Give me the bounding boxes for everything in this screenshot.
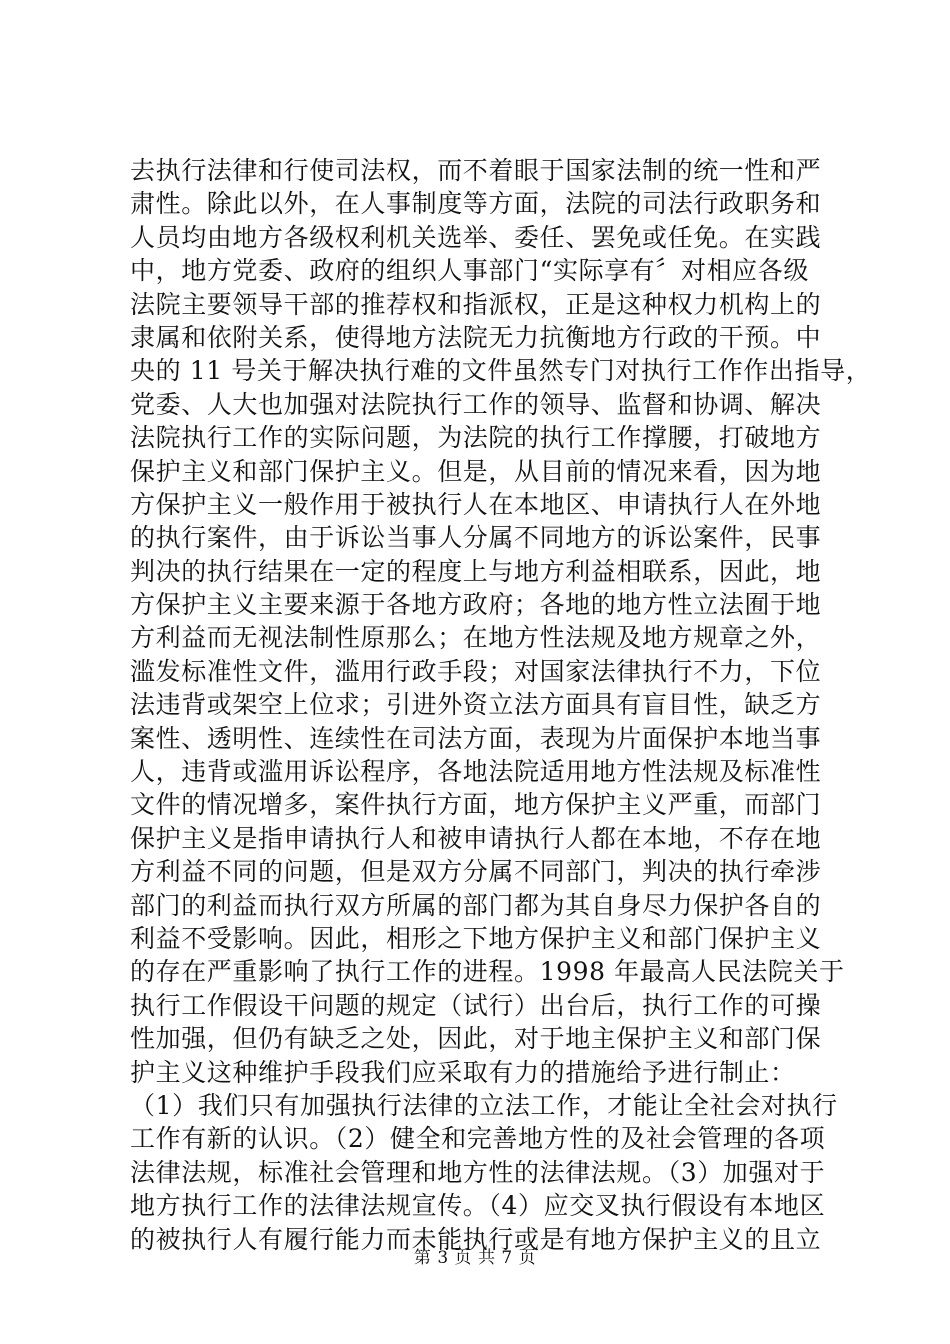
text-line: 人，违背或滥用诉讼程序，各地法院适用地方性法规及标准性: [130, 757, 822, 787]
text-line: 案性、透明性、连续性在司法方面，表现为片面保护本地当事: [130, 723, 822, 753]
text-line: 护主义这种维护手段我们应采取有力的措施给予进行制止：: [130, 1057, 796, 1087]
text-line: 利益不受影响。因此，相形之下地方保护主义和部门保护主义: [130, 923, 822, 953]
text-line: 保护主义是指申请执行人和被申请执行人都在本地，不存在地: [130, 823, 822, 853]
text-line: 方利益不同的问题，但是双方分属不同部门，判决的执行牵涉: [130, 857, 822, 887]
text-line: 法院执行工作的实际问题，为法院的执行工作撑腰，打破地方: [130, 423, 822, 453]
text-line: 工作有新的认识。（2）健全和完善地方性的及社会管理的各项: [130, 1124, 826, 1154]
text-line: 法院主要领导干部的推荐权和指派权，正是这种权力机构上的: [130, 289, 822, 319]
text-line: 文件的情况增多，案件执行方面，地方保护主义严重，而部门: [130, 790, 822, 820]
text-line: 保护主义和部门保护主义。但是，从目前的情况来看，因为地: [130, 456, 822, 486]
body-paragraph: [130, 154, 872, 1256]
text-line: 党委、人大也加强对法院执行工作的领导、监督和协调、解决: [130, 389, 822, 419]
text-line: 去执行法律和行使司法权，而不着眼于国家法制的统一性和严: [130, 156, 822, 185]
text-line: 执行工作假设干问题的规定（试行）出台后，执行工作的可操: [130, 990, 822, 1020]
text-line: 方保护主义主要来源于各地方政府；各地的地方性立法囿于地: [130, 590, 822, 620]
text-line: 的被执行人有履行能力而未能执行或是有地方保护主义的且立: [130, 1224, 822, 1254]
text-line: （1）我们只有加强执行法律的立法工作，才能让全社会对执行: [130, 1090, 838, 1120]
text-line: 地方执行工作的法律法规宣传。（4）应交叉执行假设有本地区: [130, 1191, 826, 1221]
text-line: 法违背或架空上位求；引进外资立法方面具有盲目性，缺乏方: [130, 690, 822, 720]
text-line: 滥发标准性文件，滥用行政手段；对国家法律执行不力，下位: [130, 656, 822, 686]
text-line: 性加强，但仍有缺乏之处，因此，对于地主保护主义和部门保: [130, 1024, 822, 1054]
text-line: 判决的执行结果在一定的程度上与地方利益相联系，因此，地: [130, 556, 822, 586]
text-line: 的执行案件，由于诉讼当事人分属不同地方的诉讼案件，民事: [130, 523, 822, 553]
text-line: 中，地方党委、政府的组织人事部门“实际享有〞对相应各级: [130, 256, 809, 286]
text-line: 法律法规，标准社会管理和地方性的法律法规。（3）加强对于: [130, 1157, 826, 1187]
text-line: 人员均由地方各级权利机关选举、委任、罢免或任免。在实践: [130, 222, 822, 252]
text-line: 央的 11 号关于解决执行难的文件虽然专门对执行工作作出指导，: [130, 356, 872, 386]
text-line: 部门的利益而执行双方所属的部门都为其自身尽力保护各自的: [130, 890, 822, 920]
text-line: 方利益而无视法制性原那么；在地方性法规及地方规章之外，: [130, 623, 822, 653]
text-line: 隶属和依附关系，使得地方法院无力抗衡地方行政的干预。中: [130, 322, 822, 352]
text-line: 肃性。除此以外，在人事制度等方面，法院的司法行政职务和: [130, 189, 822, 219]
text-line: 的存在严重影响了执行工作的进程。1998 年最高人民法院关于: [130, 957, 845, 987]
page-number-footer: 第 3 页 共 7 页: [413, 1248, 537, 1268]
text-line: 方保护主义一般作用于被执行人在本地区、申请执行人在外地: [130, 489, 822, 519]
